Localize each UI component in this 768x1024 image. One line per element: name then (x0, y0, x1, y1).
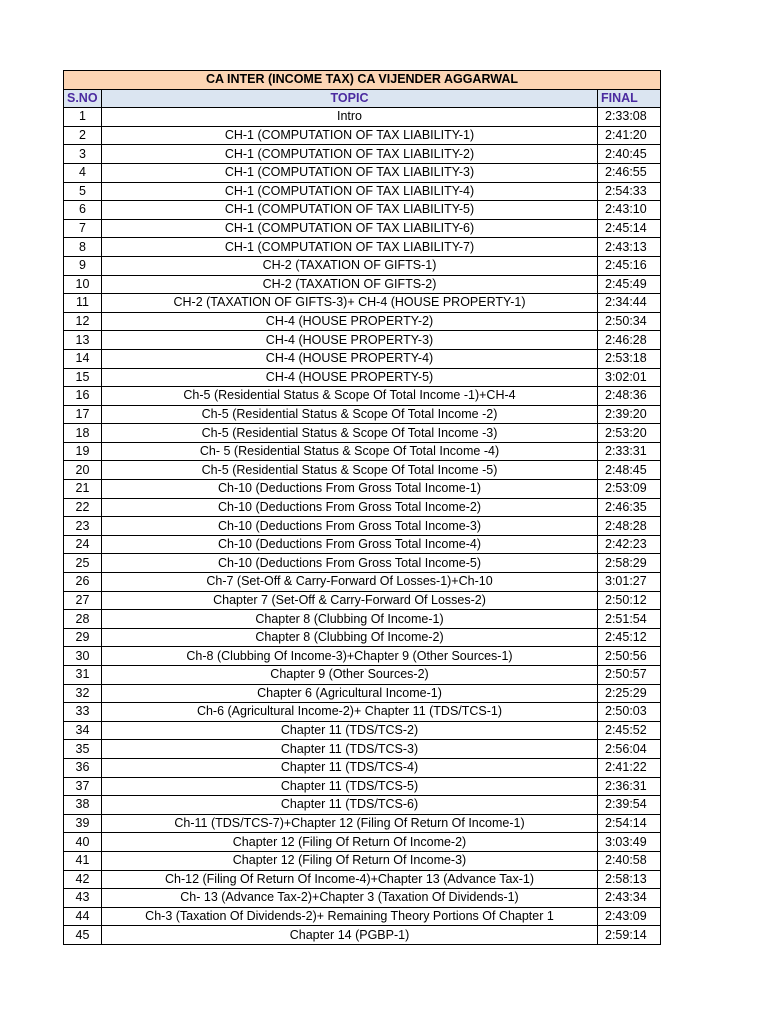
final-cell: 2:25:29 (598, 684, 661, 703)
table-row (64, 907, 661, 926)
title-row (64, 71, 661, 90)
final-cell: 2:48:28 (598, 517, 661, 536)
final-cell: 2:43:09 (598, 907, 661, 926)
topic-cell: Ch-5 (Residential Status & Scope Of Total Income -1)+CH-4 (102, 387, 598, 406)
sno-cell: 11 (64, 294, 102, 313)
final-cell: 2:53:20 (598, 424, 661, 443)
final-cell: 2:36:31 (598, 777, 661, 796)
final-cell: 2:45:52 (598, 721, 661, 740)
final-cell: 2:43:10 (598, 201, 661, 220)
sno-cell: 29 (64, 628, 102, 647)
table-row (64, 275, 661, 294)
sno-cell: 17 (64, 405, 102, 424)
final-cell: 2:45:16 (598, 256, 661, 275)
topic-cell: CH-1 (COMPUTATION OF TAX LIABILITY-4) (102, 182, 598, 201)
topic-cell: Ch-12 (Filing Of Return Of Income-4)+Chapter 13 (Advance Tax-1) (102, 870, 598, 889)
sno-cell: 32 (64, 684, 102, 703)
topic-cell: CH-1 (COMPUTATION OF TAX LIABILITY-2) (102, 145, 598, 164)
table-row (64, 480, 661, 499)
table-row (64, 182, 661, 201)
sno-cell: 30 (64, 647, 102, 666)
table-row (64, 145, 661, 164)
topic-cell: Chapter 12 (Filing Of Return Of Income-3) (102, 851, 598, 870)
sno-cell: 45 (64, 926, 102, 945)
table-row (64, 889, 661, 908)
sno-cell: 5 (64, 182, 102, 201)
sno-cell: 28 (64, 610, 102, 629)
schedule-table (63, 70, 661, 945)
table-row (64, 294, 661, 313)
table-row (64, 684, 661, 703)
topic-cell: Ch-10 (Deductions From Gross Total Income-4) (102, 535, 598, 554)
final-cell: 2:45:49 (598, 275, 661, 294)
sno-cell: 39 (64, 814, 102, 833)
final-cell: 2:45:14 (598, 219, 661, 238)
sno-cell: 13 (64, 331, 102, 350)
table-row (64, 349, 661, 368)
topic-cell: Ch- 13 (Advance Tax-2)+Chapter 3 (Taxation Of Dividends-1) (102, 889, 598, 908)
sno-cell: 35 (64, 740, 102, 759)
final-cell: 2:46:28 (598, 331, 661, 350)
sno-cell: 27 (64, 591, 102, 610)
final-cell: 2:50:57 (598, 666, 661, 685)
sno-cell: 20 (64, 461, 102, 480)
topic-cell: CH-2 (TAXATION OF GIFTS-1) (102, 256, 598, 275)
final-cell: 2:46:35 (598, 498, 661, 517)
topic-cell: Ch-5 (Residential Status & Scope Of Total Income -2) (102, 405, 598, 424)
final-cell: 2:40:45 (598, 145, 661, 164)
table-row (64, 219, 661, 238)
table-row (64, 554, 661, 573)
sno-cell: 15 (64, 368, 102, 387)
table-row (64, 833, 661, 852)
sno-cell: 6 (64, 201, 102, 220)
topic-cell: Chapter 11 (TDS/TCS-6) (102, 796, 598, 815)
final-cell: 2:59:14 (598, 926, 661, 945)
table-row (64, 926, 661, 945)
topic-cell: Ch- 5 (Residential Status & Scope Of Total Income -4) (102, 442, 598, 461)
topic-column-header: TOPIC (102, 89, 598, 108)
final-cell: 2:43:13 (598, 238, 661, 257)
final-cell: 2:54:33 (598, 182, 661, 201)
table-row (64, 517, 661, 536)
topic-cell: Chapter 8 (Clubbing Of Income-1) (102, 610, 598, 629)
topic-cell: CH-1 (COMPUTATION OF TAX LIABILITY-3) (102, 163, 598, 182)
table-row (64, 870, 661, 889)
topic-cell: CH-4 (HOUSE PROPERTY-5) (102, 368, 598, 387)
sno-cell: 25 (64, 554, 102, 573)
final-cell: 2:39:20 (598, 405, 661, 424)
table-row (64, 796, 661, 815)
sno-cell: 8 (64, 238, 102, 257)
sno-cell: 18 (64, 424, 102, 443)
sno-cell: 43 (64, 889, 102, 908)
final-cell: 2:53:18 (598, 349, 661, 368)
topic-cell: Ch-5 (Residential Status & Scope Of Total Income -5) (102, 461, 598, 480)
topic-cell: Ch-11 (TDS/TCS-7)+Chapter 12 (Filing Of Return Of Income-1) (102, 814, 598, 833)
table-row (64, 591, 661, 610)
topic-cell: Chapter 14 (PGBP-1) (102, 926, 598, 945)
table-row (64, 666, 661, 685)
sno-cell: 33 (64, 703, 102, 722)
table-row (64, 610, 661, 629)
sno-cell: 24 (64, 535, 102, 554)
final-cell: 2:41:22 (598, 758, 661, 777)
topic-cell: Chapter 12 (Filing Of Return Of Income-2) (102, 833, 598, 852)
sno-cell: 37 (64, 777, 102, 796)
final-cell: 2:46:55 (598, 163, 661, 182)
topic-cell: Chapter 11 (TDS/TCS-2) (102, 721, 598, 740)
final-column-header: FINAL (598, 89, 661, 108)
table-row (64, 201, 661, 220)
table-row (64, 424, 661, 443)
sno-cell: 26 (64, 573, 102, 592)
topic-cell: Ch-10 (Deductions From Gross Total Income-3) (102, 517, 598, 536)
final-cell: 2:40:58 (598, 851, 661, 870)
table-row (64, 256, 661, 275)
sno-cell: 3 (64, 145, 102, 164)
final-cell: 2:56:04 (598, 740, 661, 759)
topic-cell: Chapter 9 (Other Sources-2) (102, 666, 598, 685)
sno-cell: 9 (64, 256, 102, 275)
table-row (64, 628, 661, 647)
final-cell: 2:51:54 (598, 610, 661, 629)
sno-cell: 22 (64, 498, 102, 517)
sno-cell: 21 (64, 480, 102, 499)
final-cell: 2:50:34 (598, 312, 661, 331)
final-cell: 2:33:08 (598, 108, 661, 127)
sno-cell: 7 (64, 219, 102, 238)
topic-cell: Ch-10 (Deductions From Gross Total Income-1) (102, 480, 598, 499)
final-cell: 2:58:29 (598, 554, 661, 573)
sno-cell: 10 (64, 275, 102, 294)
table-row (64, 461, 661, 480)
table-row (64, 331, 661, 350)
final-cell: 2:42:23 (598, 535, 661, 554)
table-row (64, 163, 661, 182)
final-cell: 2:50:12 (598, 591, 661, 610)
sno-cell: 1 (64, 108, 102, 127)
topic-cell: CH-1 (COMPUTATION OF TAX LIABILITY-6) (102, 219, 598, 238)
table-row (64, 108, 661, 127)
schedule-table-body (64, 71, 661, 945)
final-cell: 3:03:49 (598, 833, 661, 852)
table-row (64, 238, 661, 257)
topic-cell: Ch-8 (Clubbing Of Income-3)+Chapter 9 (Other Sources-1) (102, 647, 598, 666)
table-row (64, 312, 661, 331)
final-cell: 2:48:45 (598, 461, 661, 480)
final-cell: 3:01:27 (598, 573, 661, 592)
table-row (64, 126, 661, 145)
sheet-title: CA INTER (INCOME TAX) CA VIJENDER AGGARWAL (64, 71, 661, 90)
final-cell: 2:48:36 (598, 387, 661, 406)
final-cell: 2:50:56 (598, 647, 661, 666)
table-row (64, 758, 661, 777)
sno-cell: 4 (64, 163, 102, 182)
table-row (64, 740, 661, 759)
topic-cell: Chapter 11 (TDS/TCS-5) (102, 777, 598, 796)
sno-cell: 40 (64, 833, 102, 852)
final-cell: 2:45:12 (598, 628, 661, 647)
table-row (64, 573, 661, 592)
sno-cell: 38 (64, 796, 102, 815)
sno-cell: 41 (64, 851, 102, 870)
sno-cell: 14 (64, 349, 102, 368)
final-cell: 3:02:01 (598, 368, 661, 387)
sno-cell: 31 (64, 666, 102, 685)
sno-cell: 34 (64, 721, 102, 740)
sno-cell: 36 (64, 758, 102, 777)
topic-cell: CH-1 (COMPUTATION OF TAX LIABILITY-5) (102, 201, 598, 220)
final-cell: 2:33:31 (598, 442, 661, 461)
final-cell: 2:43:34 (598, 889, 661, 908)
table-row (64, 442, 661, 461)
topic-cell: CH-1 (COMPUTATION OF TAX LIABILITY-7) (102, 238, 598, 257)
topic-cell: Chapter 7 (Set-Off & Carry-Forward Of Losses-2) (102, 591, 598, 610)
topic-cell: Ch-6 (Agricultural Income-2)+ Chapter 11 (TDS/TCS-1) (102, 703, 598, 722)
sno-cell: 42 (64, 870, 102, 889)
topic-cell: CH-2 (TAXATION OF GIFTS-3)+ CH-4 (HOUSE PROPERTY-1) (102, 294, 598, 313)
sno-cell: 44 (64, 907, 102, 926)
final-cell: 2:39:54 (598, 796, 661, 815)
topic-cell: CH-4 (HOUSE PROPERTY-2) (102, 312, 598, 331)
sno-cell: 16 (64, 387, 102, 406)
sno-cell: 23 (64, 517, 102, 536)
topic-cell: Chapter 6 (Agricultural Income-1) (102, 684, 598, 703)
topic-cell: Ch-10 (Deductions From Gross Total Income-5) (102, 554, 598, 573)
topic-cell: Ch-10 (Deductions From Gross Total Income-2) (102, 498, 598, 517)
final-cell: 2:58:13 (598, 870, 661, 889)
final-cell: 2:34:44 (598, 294, 661, 313)
sno-cell: 12 (64, 312, 102, 331)
topic-cell: Ch-5 (Residential Status & Scope Of Total Income -3) (102, 424, 598, 443)
topic-cell: Chapter 8 (Clubbing Of Income-2) (102, 628, 598, 647)
topic-cell: Intro (102, 108, 598, 127)
final-cell: 2:53:09 (598, 480, 661, 499)
final-cell: 2:41:20 (598, 126, 661, 145)
table-row (64, 368, 661, 387)
topic-cell: Chapter 11 (TDS/TCS-4) (102, 758, 598, 777)
topic-cell: CH-2 (TAXATION OF GIFTS-2) (102, 275, 598, 294)
table-row (64, 498, 661, 517)
final-cell: 2:54:14 (598, 814, 661, 833)
table-row (64, 814, 661, 833)
topic-cell: CH-1 (COMPUTATION OF TAX LIABILITY-1) (102, 126, 598, 145)
topic-cell: CH-4 (HOUSE PROPERTY-3) (102, 331, 598, 350)
sno-column-header: S.NO (64, 89, 102, 108)
final-cell: 2:50:03 (598, 703, 661, 722)
table-row (64, 535, 661, 554)
table-row (64, 777, 661, 796)
topic-cell: Ch-3 (Taxation Of Dividends-2)+ Remaining Theory Portions Of Chapter 1 (102, 907, 598, 926)
table-row (64, 647, 661, 666)
header-row (64, 89, 661, 108)
table-row (64, 405, 661, 424)
table-row (64, 703, 661, 722)
topic-cell: CH-4 (HOUSE PROPERTY-4) (102, 349, 598, 368)
topic-cell: Chapter 11 (TDS/TCS-3) (102, 740, 598, 759)
topic-cell: Ch-7 (Set-Off & Carry-Forward Of Losses-1)+Ch-10 (102, 573, 598, 592)
sno-cell: 2 (64, 126, 102, 145)
sno-cell: 19 (64, 442, 102, 461)
table-row (64, 387, 661, 406)
table-row (64, 721, 661, 740)
table-row (64, 851, 661, 870)
